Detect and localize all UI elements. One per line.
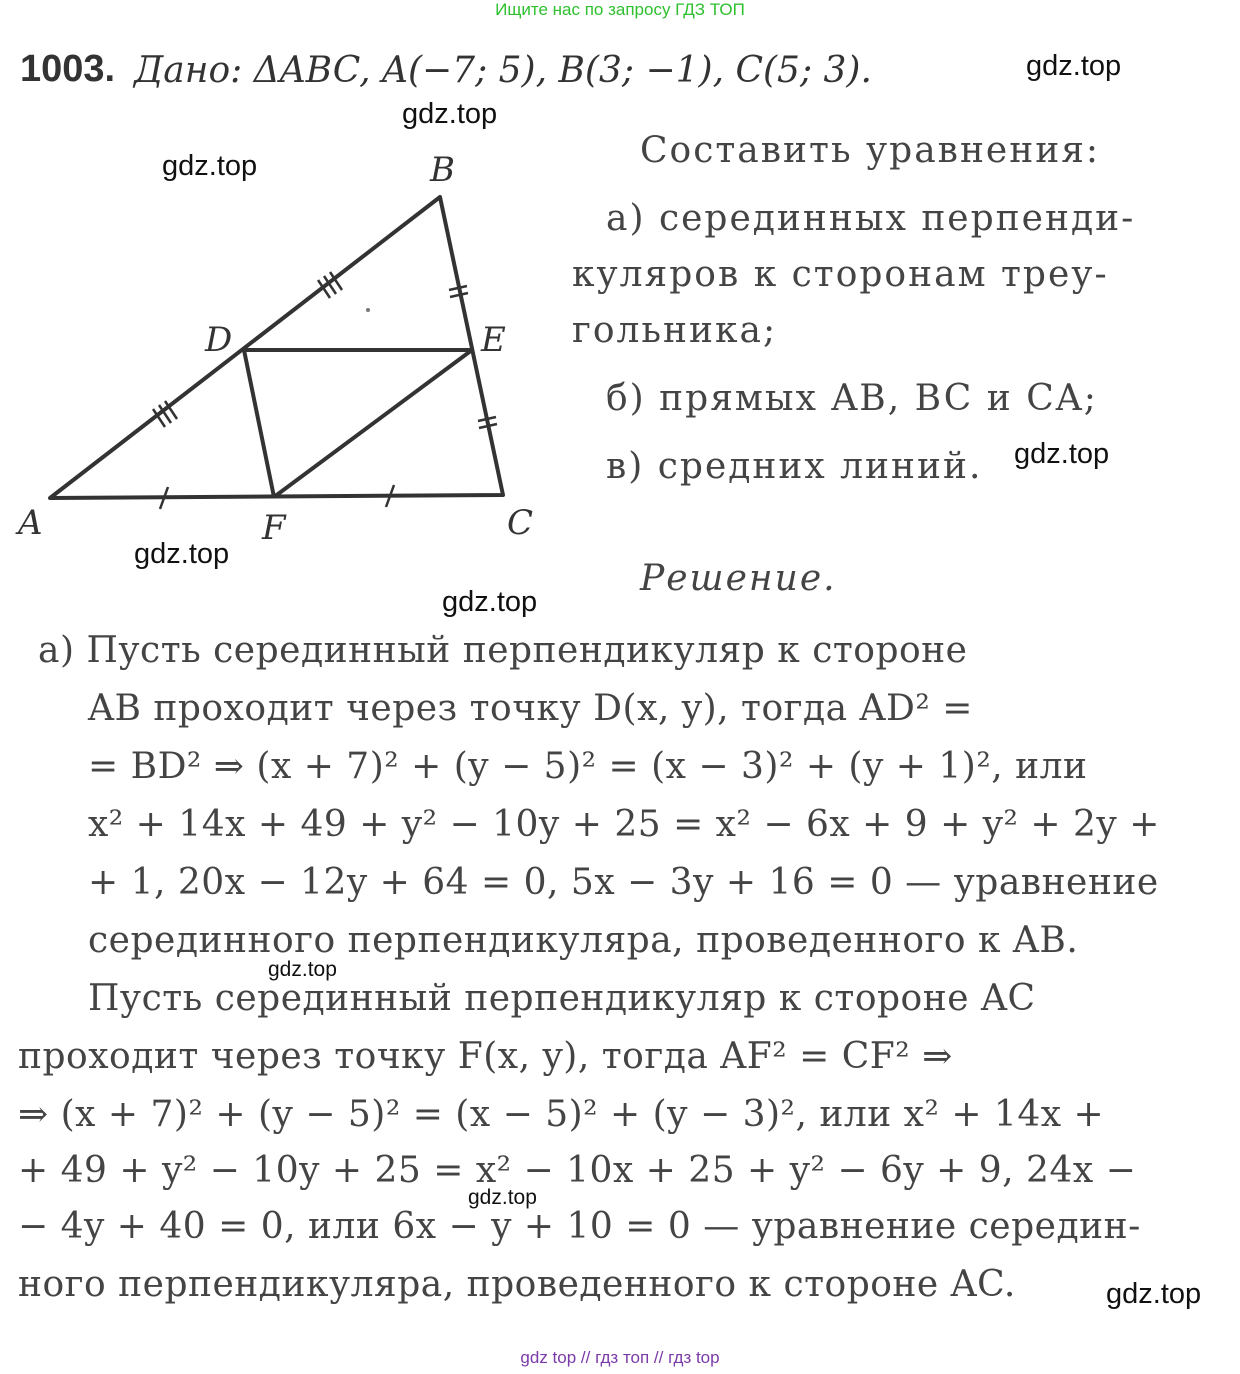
watermark: gdz.top [402,98,498,130]
problem-given: Дано: ΔABC, A(−7; 5), B(3; −1), C(5; 3). [134,50,872,91]
watermark: gdz.top [1026,50,1122,82]
task-line-5: б) прямых AB, BC и CA; [606,378,1098,419]
watermark: gdz.top [442,586,538,618]
solution-line-8: проходит через точку F(x, y), тогда AF² = CF² ⇒ [18,1036,953,1077]
task-line-1: Составить уравнения: [640,130,1101,171]
solution-line-12: ного перпендикуляра, проведенного к стороне AC. [18,1264,1016,1305]
midline-ef [274,350,472,497]
solution-line-4: x² + 14x + 49 + y² − 10y + 25 = x² − 6x + 9 + y² + 2y + [88,804,1160,845]
label-f: F [262,508,286,548]
task-line-6: в) средних линий. [606,446,983,487]
problem-number: 1003. [20,48,116,90]
label-a: A [18,503,43,543]
watermark: gdz.top [468,1186,537,1209]
tick-marks [153,272,497,509]
midline-df [244,350,274,497]
watermark: gdz.top [1014,438,1110,470]
watermark: gdz.top [134,538,230,570]
solution-line-2: AB проходит через точку D(x, y), тогда AD² = [88,688,973,729]
label-b: B [430,150,455,190]
solution-line-11: − 4y + 40 = 0, или 6x − y + 10 = 0 — уравнение середин- [18,1206,1141,1247]
label-e: E [481,320,506,360]
task-line-2: а) серединных перпенди- [606,198,1136,239]
watermark: gdz.top [268,958,337,981]
task-line-3: куляров к сторонам треу- [572,254,1109,295]
solution-line-7: Пусть серединный перпендикуляр к стороне AC [88,978,1036,1019]
watermark: gdz.top [1106,1278,1202,1310]
label-c: C [507,503,534,543]
solution-line-5: + 1, 20x − 12y + 64 = 0, 5x − 3y + 16 = 0 — уравнение [88,862,1159,903]
solution-line-6: серединного перпендикуляра, проведенного к AB. [88,920,1079,961]
solution-heading: Решение. [640,558,837,599]
task-line-4: гольника; [572,310,778,351]
stray-dot [366,308,370,312]
solution-line-9: ⇒ (x + 7)² + (y − 5)² = (x − 5)² + (y − 3)², или x² + 14x + [18,1094,1105,1135]
solution-line-10: + 49 + y² − 10y + 25 = x² − 10x + 25 + y² − 6y + 9, 24x − [18,1150,1137,1191]
solution-line-1: а) Пусть серединный перпендикуляр к стороне [38,630,968,671]
watermark: gdz.top [162,150,258,182]
top-banner[interactable]: Ищите нас по запросу ГДЗ ТОП [495,0,745,19]
solution-line-3: = BD² ⇒ (x + 7)² + (y − 5)² = (x − 3)² + (y + 1)², или [88,746,1088,787]
label-d: D [205,320,233,360]
bottom-banner[interactable]: gdz top // гдз топ // гдз top [520,1348,720,1367]
triangle-abc [50,197,503,498]
